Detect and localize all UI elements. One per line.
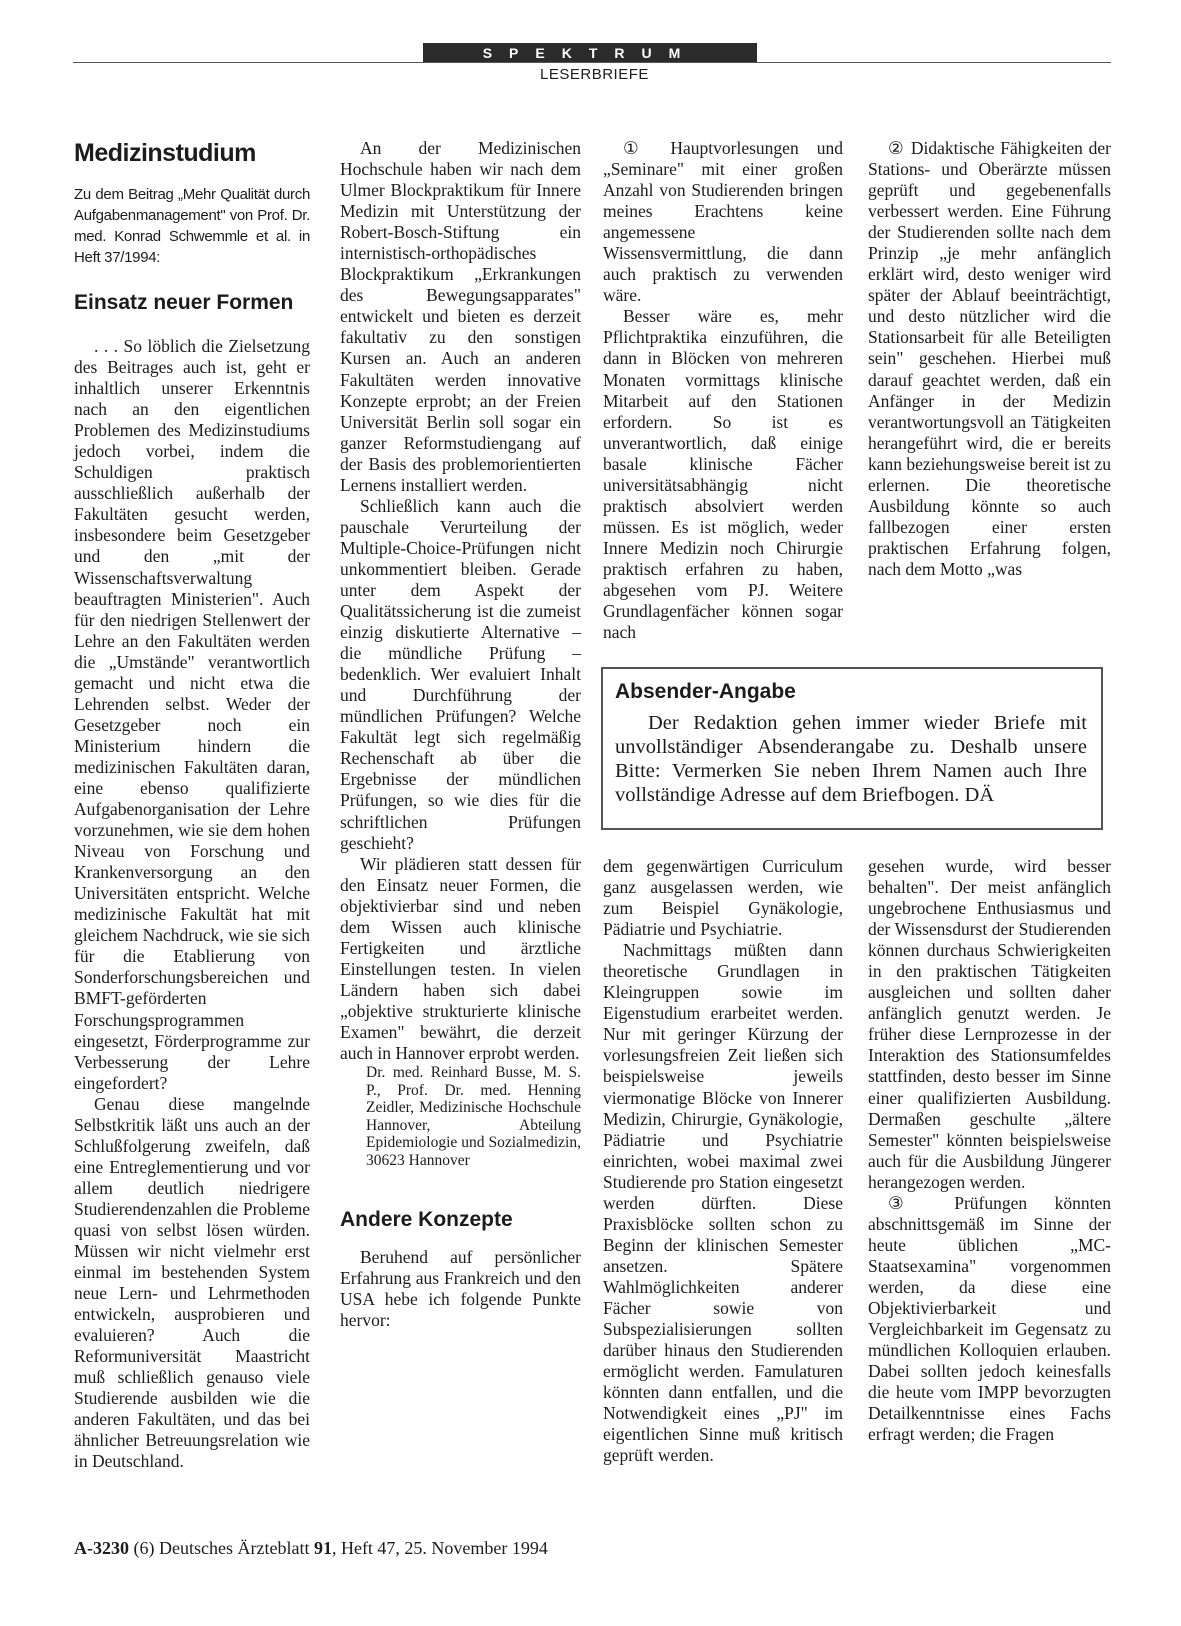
section-label: LESERBRIEFE bbox=[540, 66, 649, 83]
journal-issue: , Heft 47, 25. November 1994 bbox=[331, 1538, 548, 1558]
letter2-heading: Andere Konzepte bbox=[340, 1208, 513, 1232]
column-3-upper bbox=[603, 138, 843, 643]
page-number: (6) bbox=[133, 1538, 155, 1558]
letter2-paragraph: Nachmittags müßten dann theoretische Grundlagen in Kleingruppen sowie im Eigenstudium erarbeitet werden. Nur mit geringer Kürzung der vorlesungsfreien Zeit ließen sich beispielsweise jeweils viermonatige Blöcke von Innerer Medizin, Chirurgie, Gynäkologie, Pädiatrie und Psychiatrie einrichten, wobei maximal zwei Studierende pro Station eingesetzt werden dürften. Diese Praxisblöcke sollten schon zu Beginn der klinischen Semester ansetzen. Spätere Wahlmöglichkeiten anderer Fächer sowie von Subspezialisierungen sollten darüber hinaus den Studierenden ermöglicht werden. Famulaturen könnten dann entfallen, und die Notwendigkeit eines „PJ" im eigentlichen Sinne muß kritisch geprüft werden. bbox=[603, 940, 843, 1466]
column-1 bbox=[74, 138, 310, 1473]
header-rule bbox=[73, 62, 1111, 63]
letter1-heading: Einsatz neuer Formen bbox=[74, 291, 294, 314]
letter2-paragraph: ③ Prüfungen könnten abschnittsgemäß im Sinne der heute üblichen „MC-Staatsexamina" vorgenommen werden, da diese eine Objektivierbarkeit und Vergleichbarkeit im Gegensatz zu mündlichen Kolloquien erlauben. Dabei sollten jedoch keinesfalls die heute vom IMPP bevorzugten Detailkenntnisse eines Fachs erfragt werden; die Fragen bbox=[868, 1192, 1111, 1445]
letter1-signature: Dr. med. Reinhard Busse, M. S. P., Prof. Dr. med. Henning Zeidler, Medizinische Hochschule Hannover, Abteilung Epidemiologie und Sozialmedizin, 30623 Hannover bbox=[366, 1064, 581, 1169]
letter2-paragraph: Beruhend auf persönlicher Erfahrung aus Frankreich und den USA hebe ich folgende Punkte hervor: bbox=[340, 1247, 581, 1331]
column-4-lower bbox=[868, 856, 1111, 1445]
letter1-paragraph: Genau diese mangelnde Selbstkritik läßt uns auch an der Schlußfolgerung zweifeln, daß eine Entreglementierung und vor allem deutlich niedrigere Studierendenzahlen die Probleme quasi von selbst lösen würden. Müssen wir nicht vielmehr erst einmal im bestehenden System neue Lern- und Lehrmethoden entwickeln, ausprobieren und evaluieren? Auch die Reformuniversität Maastricht muß schließlich genauso viele Studierende ausbilden wie die anderen Fakultäten, und das bei ähnlicher Betreuungsrelation wie in Deutschland. bbox=[74, 1093, 310, 1472]
letter2-paragraph: dem gegenwärtigen Curriculum ganz ausgelassen werden, wie zum Beispiel Gynäkologie, Pädiatrie und Psychiatrie. bbox=[603, 856, 843, 940]
letter1-paragraph: An der Medizinischen Hochschule haben wir nach dem Ulmer Blockpraktikum für Innere Medizin mit Unterstützung der Robert-Bosch-Stiftung ein internistisch-orthopädisches Blockpraktikum „Erkrankungen des Bewegungsapparates" entwickelt und bieten es derzeit fakultativ zu den sonstigen Kursen an. Auch an anderen Fakultäten werden innovative Konzepte erprobt; an der Freien Universität Berlin soll sogar ein ganzer Reformstudiengang auf der Basis des problemorientierten Lernens installiert werden. bbox=[340, 138, 581, 495]
letter2-paragraph: gesehen wurde, wird besser behalten". Der meist anfänglich ungebrochene Enthusiasmus und der Wissensdurst der Studierenden können durchaus Schwierigkeiten in den praktischen Tätigkeiten ausgleichen und sollten daher anfänglich genutzt werden. Je früher diese Lernprozesse in der Interaktion des Stationsumfeldes stattfinden, desto besser im Sinne einer qualifizierten Ausbildung. Dermaßen geschulte „ältere Semester" könnten beispielsweise auch für die Ausbildung Jüngerer herangezogen werden. bbox=[868, 856, 1111, 1192]
page-code: A-3230 bbox=[74, 1538, 129, 1558]
notice-title: Absender-Angabe bbox=[615, 680, 796, 703]
journal-volume: 91 bbox=[313, 1538, 332, 1558]
letter1-paragraph: Schließlich kann auch die pauschale Verurteilung der Multiple-Choice-Prüfungen nicht unkommentiert bleiben. Gerade unter dem Aspekt der Qualitätssicherung ist die zumeist einzig diskutierte Alternative – die mündliche Prüfung – bedenklich. Wer evaluiert Inhalt und Durchführung der mündlichen Prüfungen? Welche Fakultät legt sich regelmäßig Rechenschaft ab über die Ergebnisse der mündlichen Prüfungen, so wie dies für die schriftlichen Prüfungen geschieht? bbox=[340, 495, 581, 853]
letter1-paragraph: . . . So löblich die Zielsetzung des Beitrages auch ist, geht er inhaltlich unserer Erkenntnis nach an den eigentlichen Problemen des Medizinstudiums jedoch vorbei, indem die Schuldigen praktisch ausschließlich außerhalb der Fakultäten gesucht werden, insbesondere beim Gesetzgeber und den „mit der Wissenschaftsverwaltung beauftragten Ministerien". Auch für den niedrigen Stellenwert der Lehre an den Fakultäten werden die „Umstände" verantwortlich gemacht und nicht etwa die Lehrenden selbst. Weder der Gesetzgeber noch ein Ministerium hindern die medizinischen Fakultäten daran, eine ebenso qualifizierte Aufgabenorganisation der Lehre vorzunehmen, wie sie dem hohen Niveau von Forschung und Krankenversorgung an den Universitäten entspricht. Welche medizinische Fakultät hat mit gleichem Nachdruck, wie sie sich für die Etablierung von Sonderforschungsbereichen und BMFT-geförderten Forschungsprogrammen eingesetzt, Förderprogramme zur Verbesserung der Lehre eingefordert? bbox=[74, 336, 310, 1093]
section-band: SPEKTRUM bbox=[423, 43, 757, 63]
column-2 bbox=[340, 138, 581, 1331]
letter2-paragraph: Besser wäre es, mehr Pflichtpraktika einzuführen, die dann in Blöcken von mehreren Monaten vormittags klinische Mitarbeit auf den Stationen erfordern. So ist es unverantwortlich, daß einige basale klinische Fächer universitätsabhängig nicht praktisch absolviert werden müssen. Es ist möglich, weder Innere Medizin noch Chirurgie praktisch erfahren zu haben, abgesehen vom PJ. Weitere Grundlagenfächer können sogar nach bbox=[603, 306, 843, 643]
column-3-lower bbox=[603, 856, 843, 1466]
notice-text: Der Redaktion gehen immer wieder Briefe mit unvollständiger Absenderangabe zu. Deshalb unsere Bitte: Vermerken Sie neben Ihrem Namen auch Ihre vollständige Adresse auf dem Briefbogen. DÄ bbox=[615, 712, 1087, 806]
journal-name: Deutsches Ärzteblatt bbox=[159, 1538, 310, 1558]
notice-box bbox=[601, 667, 1103, 830]
column-4-upper bbox=[868, 138, 1111, 580]
article-title: Medizinstudium bbox=[74, 139, 256, 167]
article-intro: Zu dem Beitrag „Mehr Qualität durch Aufgabenmanagement" von Prof. Dr. med. Konrad Schwemmle et al. in Heft 37/1994: bbox=[74, 186, 310, 266]
page-footer bbox=[74, 1538, 548, 1559]
letter1-paragraph: Wir plädieren statt dessen für den Einsatz neuer Formen, die objektivierbar sind und neben dem Wissen auch klinische Fertigkeiten und ärztliche Einstellungen testen. In vielen Ländern haben sich dabei „objektive strukturierte klinische Examen" bewährt, die derzeit auch in Hannover erprobt werden. bbox=[340, 853, 581, 1064]
letter2-paragraph: ② Didaktische Fähigkeiten der Stations- und Oberärzte müssen geprüft und gegebenenfalls verbessert werden. Eine Führung der Studierenden sollte nach dem Prinzip „je mehr anfänglich erklärt wird, desto weniger wird später der Ablauf beeinträchtigt, und desto nützlicher wird die Stationsarbeit für alle Beteiligten sein" geschehen. Hierbei muß darauf geachtet werden, daß ein Anfänger in der Medizin verantwortungsvoll an Tätigkeiten herangeführt wird, die er bereits kann beziehungsweise bereit ist zu erlernen. Die theoretische Ausbildung könnte so auch fallbezogen einer ersten praktischen Erfahrung folgen, nach dem Motto „was bbox=[868, 138, 1111, 579]
letter2-paragraph: ① Hauptvorlesungen und „Seminare" mit einer großen Anzahl von Studierenden bringen meines Erachtens keine angemessene Wissensvermittlung, die dann auch praktisch zu verwenden wäre. bbox=[603, 138, 843, 306]
